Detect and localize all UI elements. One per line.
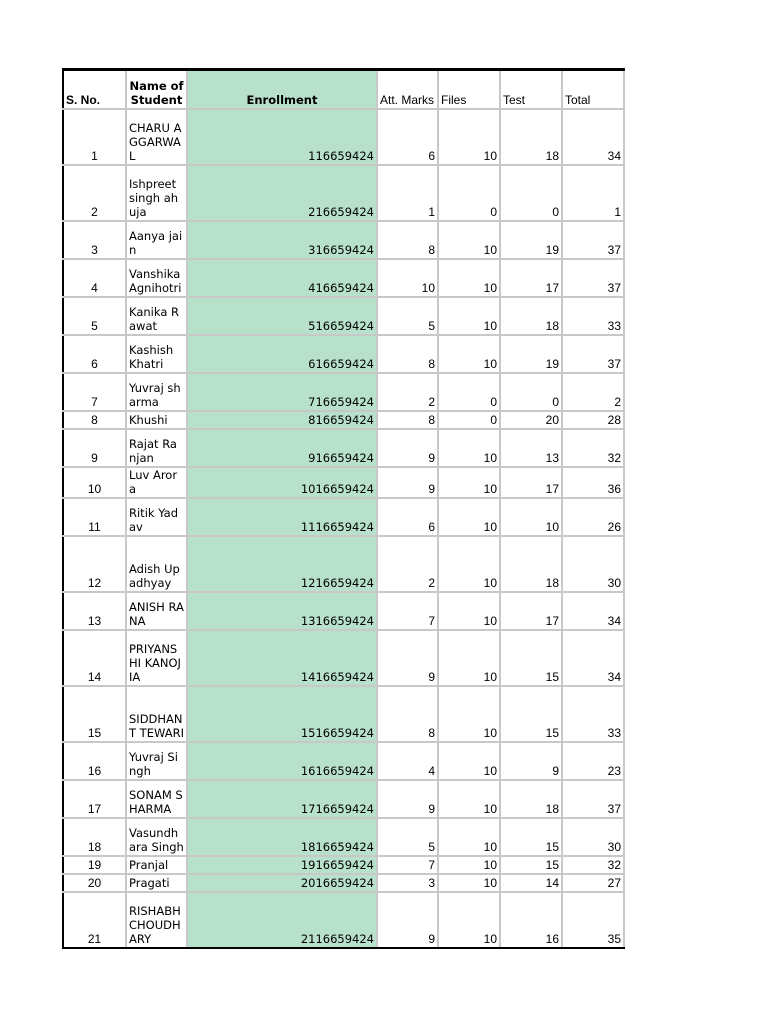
cell-att-marks[interactable]: 9 — [377, 892, 438, 948]
cell-files[interactable]: 10 — [438, 259, 500, 297]
cell-test[interactable]: 18 — [500, 297, 562, 335]
cell-total[interactable]: 33 — [562, 686, 624, 742]
cell-att-marks[interactable]: 5 — [377, 818, 438, 856]
cell-sno[interactable]: 11 — [63, 498, 126, 536]
cell-att-marks[interactable]: 7 — [377, 856, 438, 874]
cell-files[interactable]: 10 — [438, 856, 500, 874]
cell-files[interactable]: 10 — [438, 109, 500, 165]
cell-name[interactable]: Kanika Rawat — [126, 297, 187, 335]
cell-name[interactable]: Yuvraj sharma — [126, 373, 187, 411]
table-row — [63, 818, 624, 856]
cell-name[interactable]: Vanshika Agnihotri — [126, 259, 187, 297]
cell-sno[interactable]: 12 — [63, 536, 126, 592]
cell-test[interactable]: 0 — [500, 165, 562, 221]
cell-total[interactable]: 32 — [562, 429, 624, 467]
table-row — [63, 467, 624, 498]
table-row — [63, 429, 624, 467]
cell-test[interactable]: 13 — [500, 429, 562, 467]
cell-enrollment[interactable]: 416659424 — [187, 259, 377, 297]
cell-enrollment[interactable]: 1516659424 — [187, 686, 377, 742]
table-row — [63, 874, 624, 892]
table-row — [63, 686, 624, 742]
cell-att-marks[interactable]: 9 — [377, 780, 438, 818]
cell-test[interactable]: 16 — [500, 892, 562, 948]
cell-total[interactable]: 2 — [562, 373, 624, 411]
cell-total[interactable]: 35 — [562, 892, 624, 948]
cell-files[interactable]: 10 — [438, 335, 500, 373]
cell-sno[interactable]: 9 — [63, 429, 126, 467]
cell-name[interactable]: Ritik Yadav — [126, 498, 187, 536]
cell-sno[interactable]: 5 — [63, 297, 126, 335]
cell-att-marks[interactable]: 3 — [377, 874, 438, 892]
cell-files[interactable]: 10 — [438, 467, 500, 498]
cell-enrollment[interactable]: 316659424 — [187, 221, 377, 259]
cell-test[interactable]: 17 — [500, 592, 562, 630]
cell-att-marks[interactable]: 8 — [377, 411, 438, 429]
cell-name[interactable]: Ishpreet singh ahuja — [126, 165, 187, 221]
cell-files[interactable]: 10 — [438, 742, 500, 780]
cell-enrollment[interactable]: 1816659424 — [187, 818, 377, 856]
header-att-marks: Att. Marks — [377, 70, 438, 110]
cell-files[interactable]: 10 — [438, 592, 500, 630]
cell-att-marks[interactable]: 9 — [377, 630, 438, 686]
cell-enrollment[interactable]: 1616659424 — [187, 742, 377, 780]
cell-files[interactable]: 0 — [438, 411, 500, 429]
cell-name[interactable]: Pranjal — [126, 856, 187, 874]
cell-files[interactable]: 10 — [438, 498, 500, 536]
cell-name[interactable]: Kashish Khatri — [126, 335, 187, 373]
cell-total[interactable]: 34 — [562, 630, 624, 686]
table-row — [63, 630, 624, 686]
header-row — [63, 70, 624, 110]
cell-sno[interactable]: 17 — [63, 780, 126, 818]
cell-att-marks[interactable]: 8 — [377, 221, 438, 259]
cell-name[interactable]: SONAM SHARMA — [126, 780, 187, 818]
cell-total[interactable]: 34 — [562, 109, 624, 165]
cell-sno[interactable]: 8 — [63, 411, 126, 429]
cell-files[interactable]: 10 — [438, 686, 500, 742]
cell-enrollment[interactable]: 1916659424 — [187, 856, 377, 874]
cell-files[interactable]: 10 — [438, 297, 500, 335]
cell-sno[interactable]: 18 — [63, 818, 126, 856]
table-row — [63, 411, 624, 429]
cell-name[interactable]: Aanya jain — [126, 221, 187, 259]
cell-test[interactable]: 15 — [500, 818, 562, 856]
cell-files[interactable]: 0 — [438, 165, 500, 221]
cell-total[interactable]: 37 — [562, 221, 624, 259]
cell-sno[interactable]: 19 — [63, 856, 126, 874]
cell-enrollment[interactable]: 1116659424 — [187, 498, 377, 536]
cell-name[interactable]: CHARU AGGARWAL — [126, 109, 187, 165]
cell-enrollment[interactable]: 1216659424 — [187, 536, 377, 592]
cell-att-marks[interactable]: 10 — [377, 259, 438, 297]
cell-files[interactable]: 10 — [438, 630, 500, 686]
cell-sno[interactable]: 14 — [63, 630, 126, 686]
cell-name[interactable]: Rajat Ranjan — [126, 429, 187, 467]
cell-name[interactable]: PRIYANSHI KANOJIA — [126, 630, 187, 686]
cell-total[interactable]: 32 — [562, 856, 624, 874]
cell-test[interactable]: 18 — [500, 780, 562, 818]
cell-sno[interactable]: 16 — [63, 742, 126, 780]
cell-files[interactable]: 10 — [438, 818, 500, 856]
cell-test[interactable]: 15 — [500, 856, 562, 874]
cell-files[interactable]: 10 — [438, 780, 500, 818]
cell-enrollment[interactable]: 516659424 — [187, 297, 377, 335]
table-row — [63, 373, 624, 411]
cell-att-marks[interactable]: 5 — [377, 297, 438, 335]
cell-enrollment[interactable]: 2016659424 — [187, 874, 377, 892]
cell-total[interactable]: 23 — [562, 742, 624, 780]
cell-files[interactable]: 10 — [438, 429, 500, 467]
cell-name[interactable]: Pragati — [126, 874, 187, 892]
header-enrollment: Enrollment — [187, 70, 377, 110]
header-total: Total — [562, 70, 624, 110]
cell-files[interactable]: 10 — [438, 221, 500, 259]
cell-test[interactable]: 19 — [500, 221, 562, 259]
cell-enrollment[interactable]: 116659424 — [187, 109, 377, 165]
header-sno: S. No. — [63, 70, 126, 110]
cell-test[interactable]: 19 — [500, 335, 562, 373]
cell-total[interactable]: 36 — [562, 467, 624, 498]
cell-enrollment[interactable]: 216659424 — [187, 165, 377, 221]
cell-att-marks[interactable]: 9 — [377, 429, 438, 467]
cell-files[interactable]: 0 — [438, 373, 500, 411]
cell-name[interactable]: Luv Arora — [126, 467, 187, 498]
cell-name[interactable]: ANISH RANA — [126, 592, 187, 630]
cell-total[interactable]: 37 — [562, 335, 624, 373]
table-row — [63, 259, 624, 297]
cell-name[interactable]: Vasundhara Singh — [126, 818, 187, 856]
cell-name[interactable]: RISHABH CHOUDHARY — [126, 892, 187, 948]
cell-test[interactable]: 17 — [500, 259, 562, 297]
cell-files[interactable]: 10 — [438, 536, 500, 592]
cell-enrollment[interactable]: 816659424 — [187, 411, 377, 429]
cell-att-marks[interactable]: 4 — [377, 742, 438, 780]
table-row — [63, 892, 624, 948]
cell-total[interactable]: 26 — [562, 498, 624, 536]
cell-total[interactable]: 27 — [562, 874, 624, 892]
cell-enrollment[interactable]: 716659424 — [187, 373, 377, 411]
cell-att-marks[interactable]: 6 — [377, 109, 438, 165]
cell-sno[interactable]: 20 — [63, 874, 126, 892]
cell-enrollment[interactable]: 1316659424 — [187, 592, 377, 630]
table-row — [63, 165, 624, 221]
cell-sno[interactable]: 1 — [63, 109, 126, 165]
table-row — [63, 297, 624, 335]
cell-sno[interactable]: 15 — [63, 686, 126, 742]
cell-enrollment[interactable]: 1416659424 — [187, 630, 377, 686]
cell-att-marks[interactable]: 1 — [377, 165, 438, 221]
cell-att-marks[interactable]: 8 — [377, 335, 438, 373]
cell-enrollment[interactable]: 1716659424 — [187, 780, 377, 818]
cell-total[interactable]: 30 — [562, 818, 624, 856]
cell-enrollment[interactable]: 916659424 — [187, 429, 377, 467]
cell-enrollment[interactable]: 1016659424 — [187, 467, 377, 498]
cell-total[interactable]: 33 — [562, 297, 624, 335]
cell-files[interactable]: 10 — [438, 892, 500, 948]
table-row — [63, 335, 624, 373]
cell-test[interactable]: 15 — [500, 686, 562, 742]
cell-name[interactable]: Adish Upadhyay — [126, 536, 187, 592]
header-name: Name of Student — [126, 70, 187, 110]
cell-test[interactable]: 10 — [500, 498, 562, 536]
cell-sno[interactable]: 13 — [63, 592, 126, 630]
cell-sno[interactable]: 4 — [63, 259, 126, 297]
cell-test[interactable]: 18 — [500, 536, 562, 592]
cell-sno[interactable]: 2 — [63, 165, 126, 221]
cell-enrollment[interactable]: 616659424 — [187, 335, 377, 373]
cell-att-marks[interactable]: 2 — [377, 373, 438, 411]
cell-name[interactable]: Yuvraj Singh — [126, 742, 187, 780]
table-row — [63, 780, 624, 818]
table-row — [63, 221, 624, 259]
cell-total[interactable]: 28 — [562, 411, 624, 429]
cell-att-marks[interactable]: 9 — [377, 467, 438, 498]
cell-att-marks[interactable]: 2 — [377, 536, 438, 592]
table-row — [63, 856, 624, 874]
header-test: Test — [500, 70, 562, 110]
cell-name[interactable]: Khushi — [126, 411, 187, 429]
table-row — [63, 109, 624, 165]
table-row — [63, 742, 624, 780]
header-files: Files — [438, 70, 500, 110]
cell-total[interactable]: 1 — [562, 165, 624, 221]
cell-sno[interactable]: 10 — [63, 467, 126, 498]
cell-test[interactable]: 9 — [500, 742, 562, 780]
cell-test[interactable]: 18 — [500, 109, 562, 165]
cell-sno[interactable]: 21 — [63, 892, 126, 948]
cell-sno[interactable]: 6 — [63, 335, 126, 373]
cell-files[interactable]: 10 — [438, 874, 500, 892]
marks-table — [62, 68, 625, 949]
cell-sno[interactable]: 7 — [63, 373, 126, 411]
cell-test[interactable]: 15 — [500, 630, 562, 686]
cell-test[interactable]: 17 — [500, 467, 562, 498]
cell-enrollment[interactable]: 2116659424 — [187, 892, 377, 948]
cell-test[interactable]: 14 — [500, 874, 562, 892]
table-row — [63, 536, 624, 592]
cell-att-marks[interactable]: 7 — [377, 592, 438, 630]
cell-total[interactable]: 37 — [562, 259, 624, 297]
cell-sno[interactable]: 3 — [63, 221, 126, 259]
cell-name[interactable]: SIDDHANT TEWARI — [126, 686, 187, 742]
cell-test[interactable]: 0 — [500, 373, 562, 411]
table-row — [63, 498, 624, 536]
table-row — [63, 592, 624, 630]
cell-total[interactable]: 37 — [562, 780, 624, 818]
cell-test[interactable]: 20 — [500, 411, 562, 429]
cell-att-marks[interactable]: 8 — [377, 686, 438, 742]
cell-total[interactable]: 34 — [562, 592, 624, 630]
cell-att-marks[interactable]: 6 — [377, 498, 438, 536]
cell-total[interactable]: 30 — [562, 536, 624, 592]
